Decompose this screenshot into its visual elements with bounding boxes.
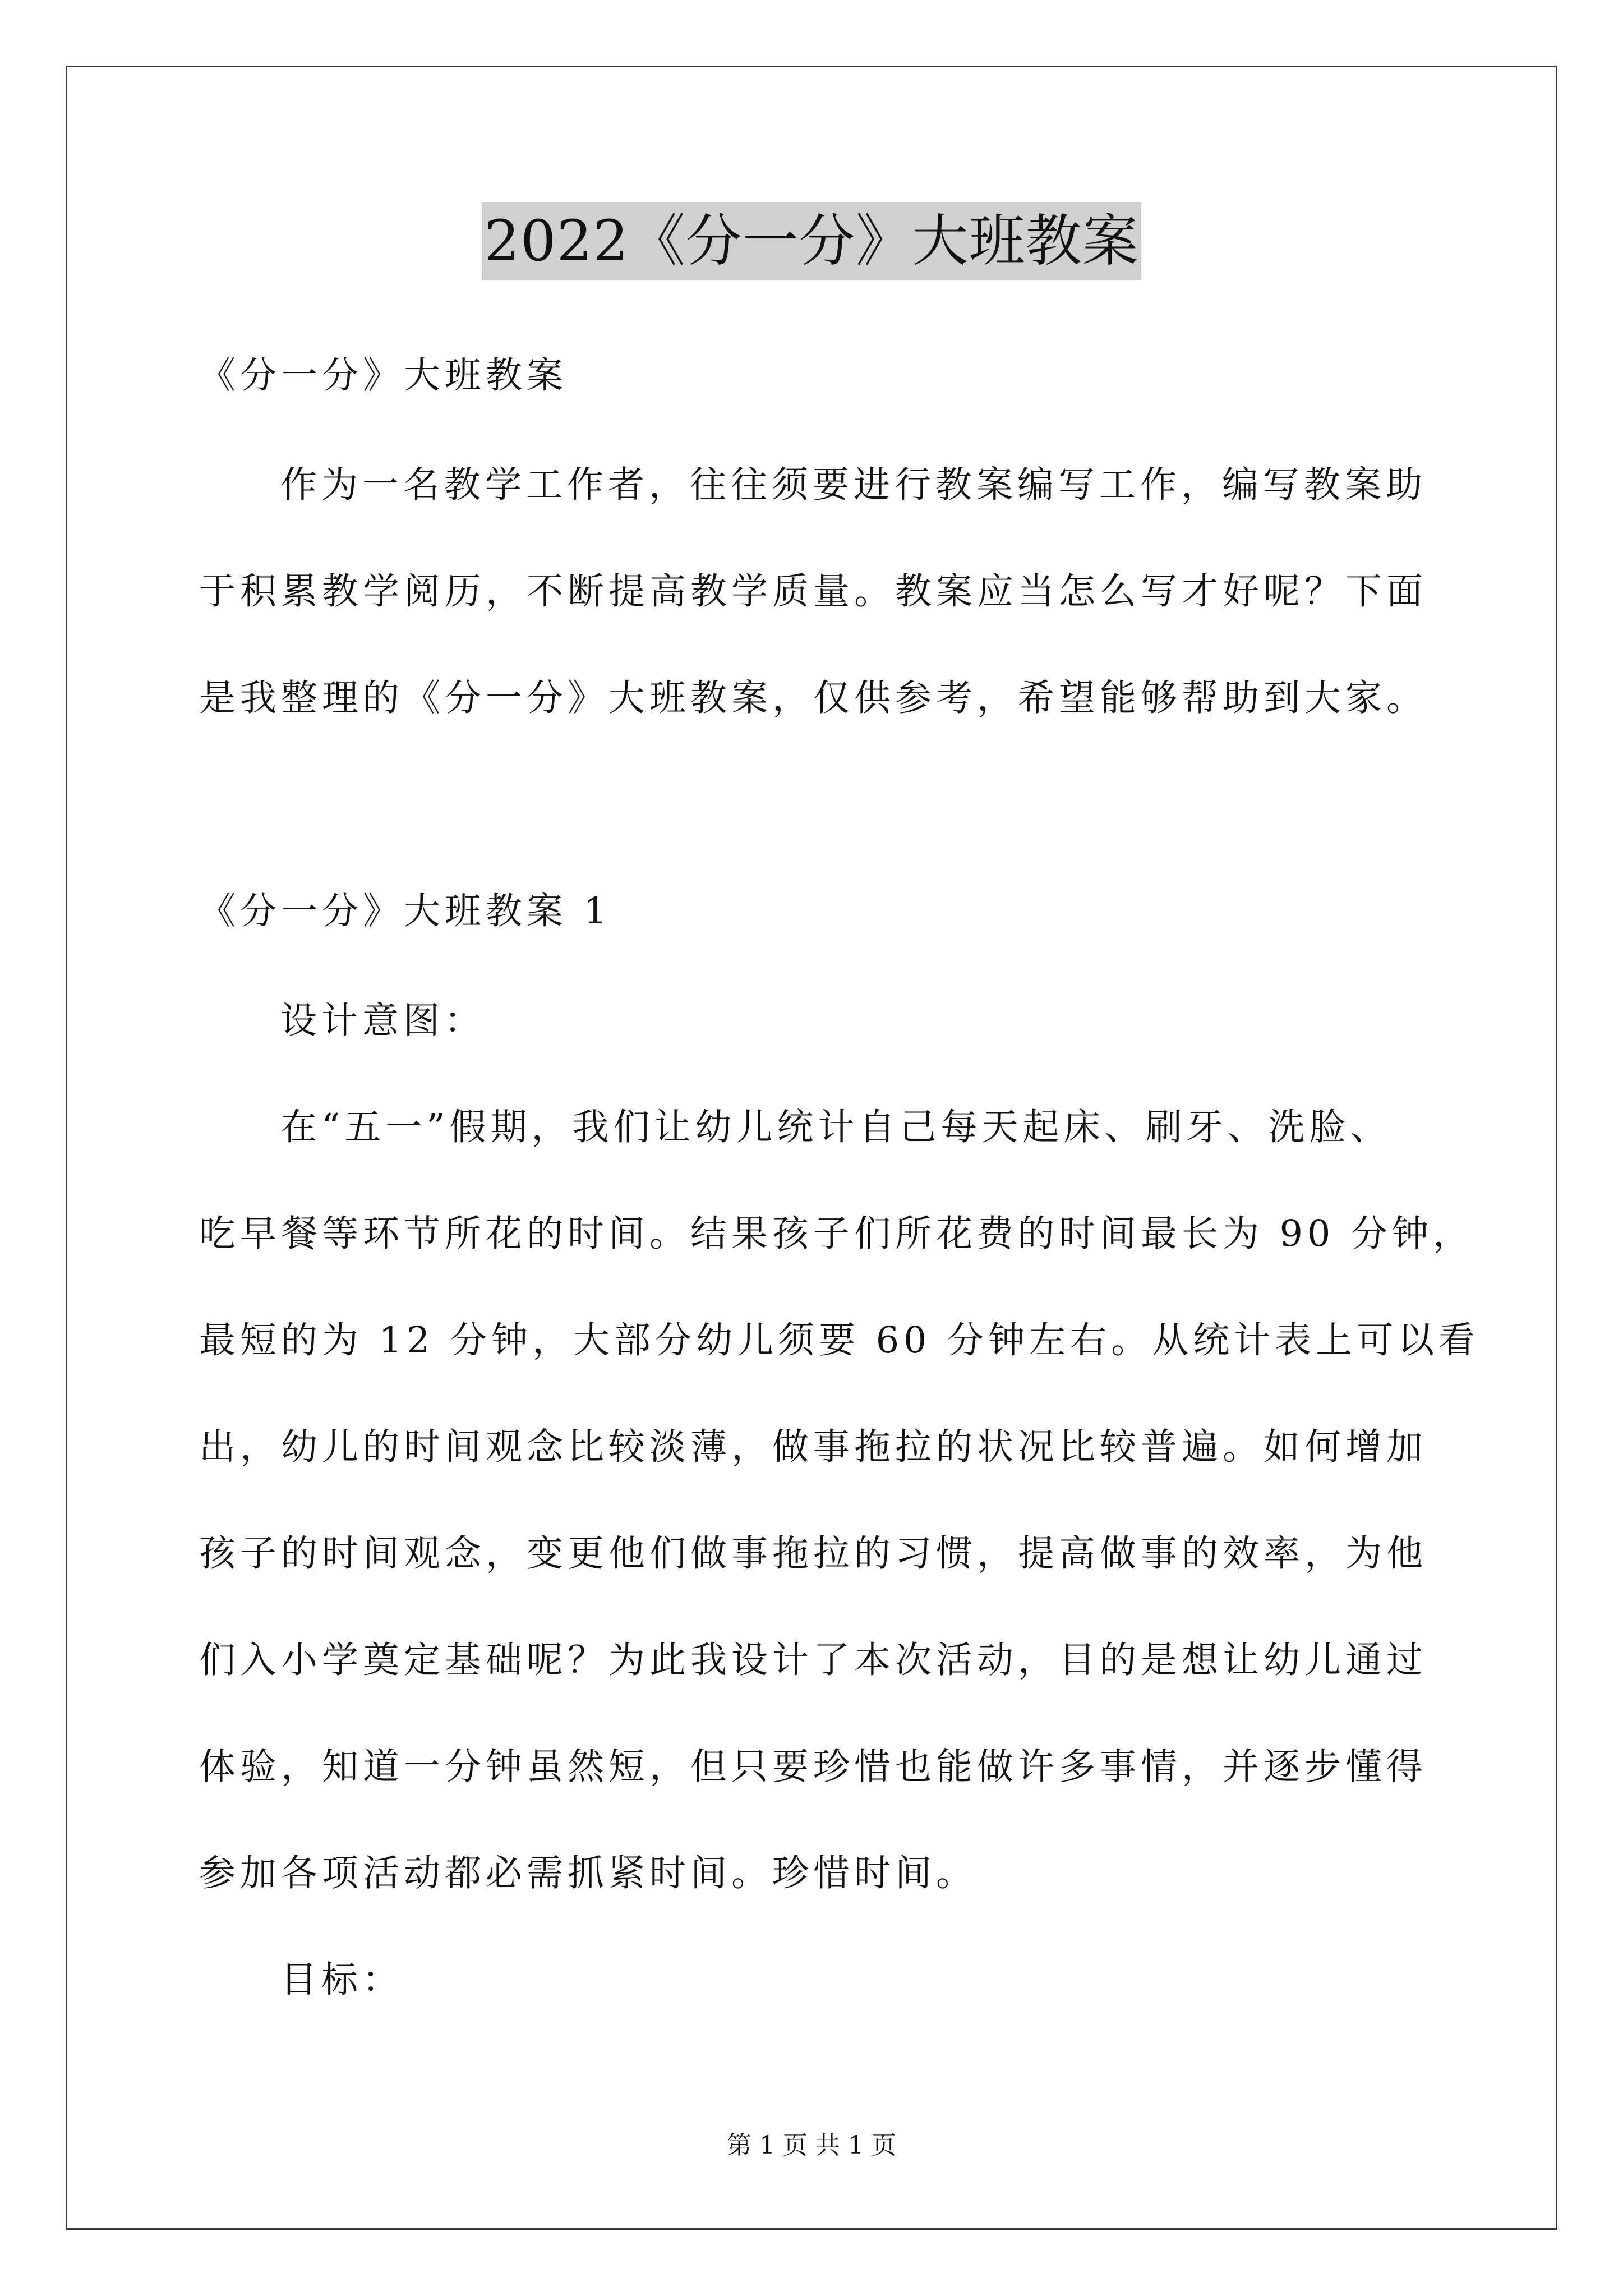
title-container xyxy=(0,202,1623,280)
design-line: 最短的为 12 分钟，大部分幼儿须要 60 分钟左右。从统计表上可以看 xyxy=(199,1319,1480,1361)
goal-label: 目标： xyxy=(280,1959,404,2001)
intro-line: 是我整理的《分一分》大班教案，仅供参考，希望能够帮助到大家。 xyxy=(199,677,1428,719)
design-line: 们入小学奠定基础呢？为此我设计了本次活动，目的是想让幼儿通过 xyxy=(199,1639,1428,1681)
design-line: 孩子的时间观念，变更他们做事拖拉的习惯，提高做事的效率，为他 xyxy=(199,1533,1428,1575)
page-footer: 第 1 页 共 1 页 xyxy=(727,2131,896,2160)
design-line: 在“五一”假期，我们让幼儿统计自己每天起床、刷牙、洗脸、 xyxy=(280,1106,1391,1148)
design-intent-label: 设计意图： xyxy=(280,1000,486,1042)
intro-line: 作为一名教学工作者，往往须要进行教案编写工作，编写教案助 xyxy=(280,464,1427,506)
design-line: 出，幼儿的时间观念比较淡薄，做事拖拉的状况比较普遍。如何增加 xyxy=(199,1426,1428,1468)
design-line: 吃早餐等环节所花的时间。结果孩子们所花费的时间最长为 90 分钟， xyxy=(199,1213,1474,1255)
document-title: 2022《分一分》大班教案 xyxy=(482,202,1141,280)
intro-line: 于积累教学阅历，不断提高教学质量。教案应当怎么写才好呢？下面 xyxy=(199,570,1428,613)
design-line: 参加各项活动都必需抓紧时间。珍惜时间。 xyxy=(199,1852,978,1894)
section-heading: 《分一分》大班教案 1 xyxy=(199,890,612,932)
subtitle: 《分一分》大班教案 xyxy=(199,355,568,397)
design-line: 体验，知道一分钟虽然短，但只要珍惜也能做许多事情，并逐步懂得 xyxy=(199,1746,1428,1788)
